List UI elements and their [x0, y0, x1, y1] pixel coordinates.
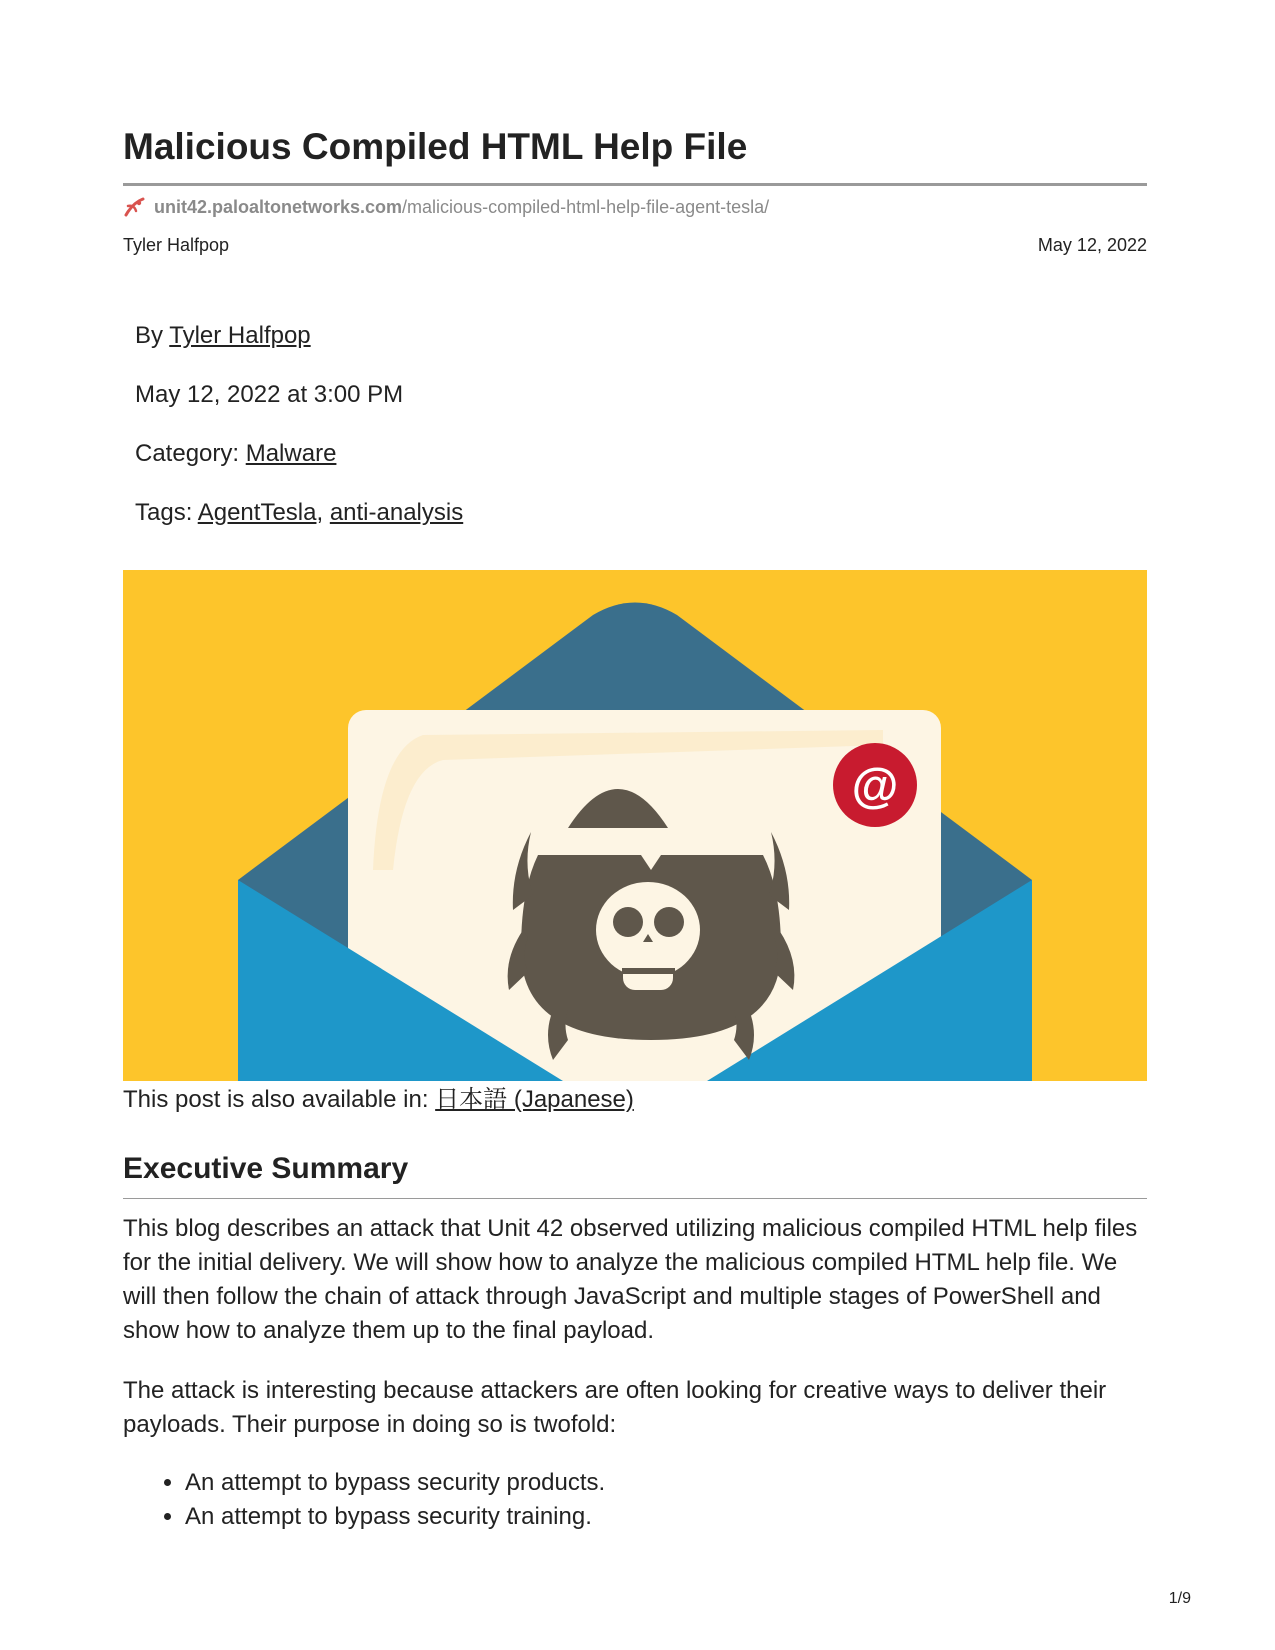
summary-paragraph-2: The attack is interesting because attackers are often looking for creative ways to deliver their payloads. Their purpose in doing so is twofold:: [123, 1377, 1107, 1438]
summary-paragraph-1: This blog describes an attack that Unit 42 observed utilizing malicious compiled HTML help files for the initial delivery. We will show how to analyze the malicious compiled HTML help file. We will then follow the chain of attack through JavaScript and multiple stages of PowerShell and show how to analyze them up to the final payload.: [123, 1215, 1138, 1344]
byline-tags: [135, 498, 463, 527]
unit42-logo-icon: [123, 196, 145, 218]
section-title-executive-summary: Executive Summary: [123, 1152, 409, 1185]
page-number: 1/9: [1168, 1590, 1191, 1607]
section-divider: [123, 1198, 1147, 1199]
also-available: [123, 1085, 634, 1114]
author-link[interactable]: Tyler Halfpop: [169, 322, 311, 349]
at-symbol: @: [851, 760, 899, 813]
hero-image: [123, 570, 1147, 1081]
list-item: • An attempt to bypass security products.: [185, 1466, 605, 1500]
japanese-link[interactable]: 日本語 (Japanese): [435, 1086, 634, 1113]
tag-link-anti-analysis[interactable]: anti-analysis: [329, 499, 464, 526]
malicious-email-bug-illustration: [123, 570, 1147, 1081]
byline-block: [135, 321, 463, 557]
tags-label: Tags:: [135, 499, 198, 526]
byline-category: [135, 439, 463, 468]
meta-author: Tyler Halfpop: [123, 235, 230, 255]
category-label: Category:: [135, 440, 246, 467]
tag-separator: ,: [316, 499, 330, 526]
meta-date: May 12, 2022: [1037, 235, 1147, 255]
category-link[interactable]: Malware: [245, 440, 337, 467]
source-domain: unit42.paloaltonetworks.com: [154, 197, 403, 217]
page-title: Malicious Compiled HTML Help File: [123, 126, 748, 167]
tag-link-agenttesla[interactable]: AgentTesla: [197, 499, 317, 526]
source-url[interactable]: [123, 196, 769, 218]
byline-datetime: May 12, 2022 at 3:00 PM: [135, 381, 404, 408]
bullet-list: [123, 1466, 605, 1534]
byline-author: [135, 321, 463, 350]
source-path: /malicious-compiled-html-help-file-agent-tesla/: [402, 197, 770, 217]
by-label: By: [135, 322, 170, 349]
also-available-label: This post is also available in:: [123, 1086, 436, 1113]
title-divider: [123, 183, 1147, 186]
list-item: • An attempt to bypass security training.: [185, 1500, 605, 1534]
